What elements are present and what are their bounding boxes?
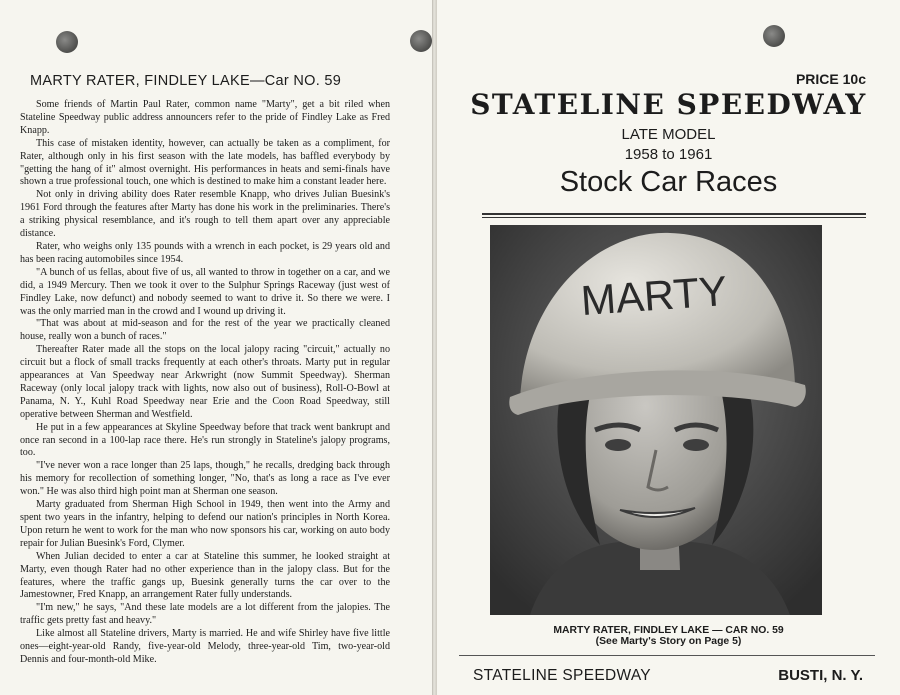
footer-venue: STATELINE SPEEDWAY	[473, 667, 651, 684]
story-paragraph: Thereafter Rater made all the stops on the local jalopy racing "circuit," actually no circuit but a flock of small tracks frequently at each other's throats. Marty put in regular appearances at Van Speedway near Arkwright (now Summit Speedway). Sherman Raceway (only local jalopy track with lights, now also out of business), Roll-O-Bowl at Panama, N. Y., Kuhl Road Speedway near Erie and the Coon Road Speedway, still operative between Sherman and Westfield.	[20, 344, 390, 420]
helmet-name-text: MARTY	[579, 266, 729, 325]
footer-location: BUSTI, N. Y.	[778, 667, 863, 684]
photo-caption	[437, 625, 900, 647]
header-rule	[482, 213, 866, 218]
punch-hole-icon	[410, 30, 432, 52]
caption-reference: (See Marty's Story on Page 5)	[595, 636, 742, 647]
story-title: MARTY RATER, FINDLEY LAKE—Car NO. 59	[30, 73, 342, 89]
right-page	[437, 0, 900, 695]
story-paragraph: When Julian decided to enter a car at Stateline this summer, he looked straight at Marty, even though Rater had no other experience than in the jalopy class. But for the features, where the traffic gangs up, Buesink generally turns the car over to the Jamestowner, Fred Knapp, an arrangement Rater fully understands.	[20, 550, 390, 601]
caption-line: MARTY RATER, FINDLEY LAKE — CAR NO. 59	[553, 625, 784, 636]
punch-hole-icon	[56, 31, 78, 53]
punch-hole-icon	[763, 25, 785, 47]
story-body	[20, 99, 390, 667]
driver-portrait-illustration	[490, 225, 822, 615]
story-paragraph: Like almost all Stateline drivers, Marty is married. He and wife Shirley have five little ones—eight-year-old Randy, five-year-old Melody, three-year-old Tim, two-year-old Dennis and four-month-old Mike.	[20, 628, 390, 665]
footer-rule	[459, 655, 875, 656]
years-label: 1958 to 1961	[624, 146, 713, 163]
story-paragraph: Not only in driving ability does Rater resemble Knapp, who drives Julian Buesink's 1961 Ford through the features after Marty has done his work in the preliminaries. There's a striking physical resemblance, and it's rough to tell them apart over any appreciable distance.	[20, 189, 390, 240]
story-paragraph: Rater, who weighs only 135 pounds with a wrench in each pocket, is 29 years old and has been racing automobiles since 1954.	[20, 240, 390, 265]
headline: Stock Car Races	[559, 166, 778, 198]
story-paragraph: Some friends of Martin Paul Rater, common name "Marty", get a bit riled when Stateline Speedway public address announcers refer to the pride of Findley Lake as Fred Knapp.	[20, 99, 390, 136]
driver-photo	[490, 225, 822, 615]
late-model-label: LATE MODEL	[621, 126, 716, 143]
story-paragraph: "I'm new," he says, "And these late models are a lot different from the jalopies. The traffic gets pretty fast and heavy."	[20, 602, 390, 627]
story-paragraph: He put in a few appearances at Skyline Speedway before that track went bankrupt and once ran second in a 100-lap race there. He's run strongly in Stateline's jalopy programs, too.	[20, 421, 390, 459]
left-page	[0, 0, 432, 695]
story-paragraph: "That was about at mid-season and for the rest of the year we practically cleaned house, really won a bunch of races."	[20, 318, 390, 343]
speedway-brand: STATELINE SPEEDWAY	[470, 88, 867, 121]
story-paragraph: This case of mistaken identity, however, can actually be taken as a compliment, for Rater, although only in his first season with the late models, has baffled everybody by "getting the hang of it" almost overnight. His performances in heats and semi-finals have shown a true professional touch, one which is destined to make him a constant leader here.	[20, 137, 390, 188]
price-label: PRICE 10c	[795, 71, 866, 87]
story-paragraph: "A bunch of us fellas, about five of us, all wanted to throw in together on a car, and we did, a 1949 Mercury. Then we took it over to the Sulphur Springs Raceway (just west of Findley Lake, now defunct) and nobody seemed to want to drive it. So there we were. I was the only married man in the crowd and I wound up driving it.	[20, 266, 390, 317]
story-paragraph: Marty graduated from Sherman High School in 1949, then went into the Army and spent two years in the infantry, helping to defend our nation's principles in North Korea. Upon return he went to work for the man who now sponsors his car, working on auto body repair for Julian Buesink's Ford, Clymer.	[20, 499, 390, 549]
story-paragraph: "I've never won a race longer than 25 laps, though," he recalls, dredging back through his memory for recollection of something longer, "No, that's as long a race as I've ever won." He was also third high point man at Sherman one season.	[20, 460, 390, 498]
